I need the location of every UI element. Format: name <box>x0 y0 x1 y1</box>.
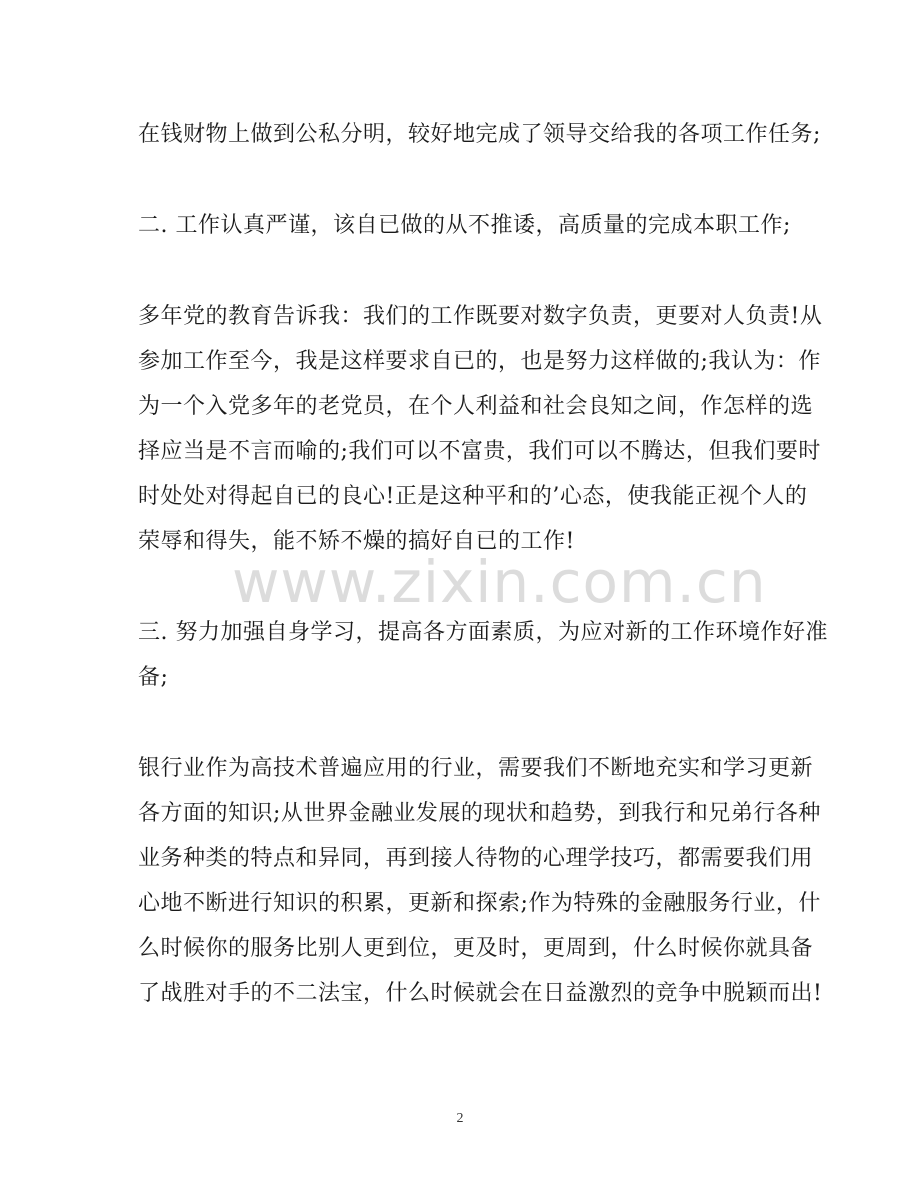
paragraph-3 <box>138 294 823 564</box>
text-line: 业务种类的特点和异同，再到接人待物的心理学技巧，都需要我们用 <box>138 846 814 871</box>
paragraph-5 <box>138 746 823 1016</box>
text-line: 三. 努力加强自身学习，提高各方面素质，为应对新的工作环境作好准 <box>138 620 828 645</box>
paragraph-1 <box>138 112 821 157</box>
text-line: 心地不断进行知识的积累，更新和探索;作为特殊的金融服务行业，什 <box>138 891 821 916</box>
text-line: 择应当是不言而喻的;我们可以不富贵，我们可以不腾达，但我们要时 <box>138 439 821 464</box>
page-number: 2 <box>456 1111 464 1126</box>
document-body <box>138 112 828 1016</box>
paragraph-4 <box>138 610 828 700</box>
text-line: 荣辱和得失，能不矫不燥的搞好自已的工作! <box>138 529 575 554</box>
watermark: www.zixin.com.cn <box>232 548 767 616</box>
text-line: 在钱财物上做到公私分明，较好地完成了领导交给我的各项工作任务; <box>138 122 821 147</box>
text-line: 多年党的教育告诉我：我们的工作既要对数字负责，更要对人负责!从 <box>138 304 823 329</box>
text-line: 为一个入党多年的老党员，在个人利益和社会良知之间，作怎样的选 <box>138 394 814 419</box>
text-line: 二. 工作认真严谨，该自已做的从不推诿，高质量的完成本职工作; <box>138 213 791 238</box>
paragraph-gap <box>138 157 784 203</box>
text-line: 时处处对得起自已的良心!正是这种平和的’心态，使我能正视个人的 <box>138 484 808 509</box>
paragraph-2 <box>138 203 791 248</box>
paragraph-gap <box>138 564 784 610</box>
text-line: 么时候你的服务比别人更到位，更及时，更周到，什么时候你就具备 <box>138 936 814 961</box>
text-line: 各方面的知识;从世界金融业发展的现状和趋势，到我行和兄弟行各种 <box>138 801 821 826</box>
paragraph-gap <box>138 700 784 746</box>
text-line: 备; <box>138 665 169 690</box>
text-line: 了战胜对手的不二法宝，什么时候就会在日益激烈的竞争中脱颖而出! <box>138 981 823 1006</box>
paragraph-gap <box>138 248 784 294</box>
text-line: 银行业作为高技术普遍应用的行业，需要我们不断地充实和学习更新 <box>138 756 814 781</box>
text-line: 参加工作至今，我是这样要求自已的，也是努力这样做的;我认为：作 <box>138 349 821 374</box>
